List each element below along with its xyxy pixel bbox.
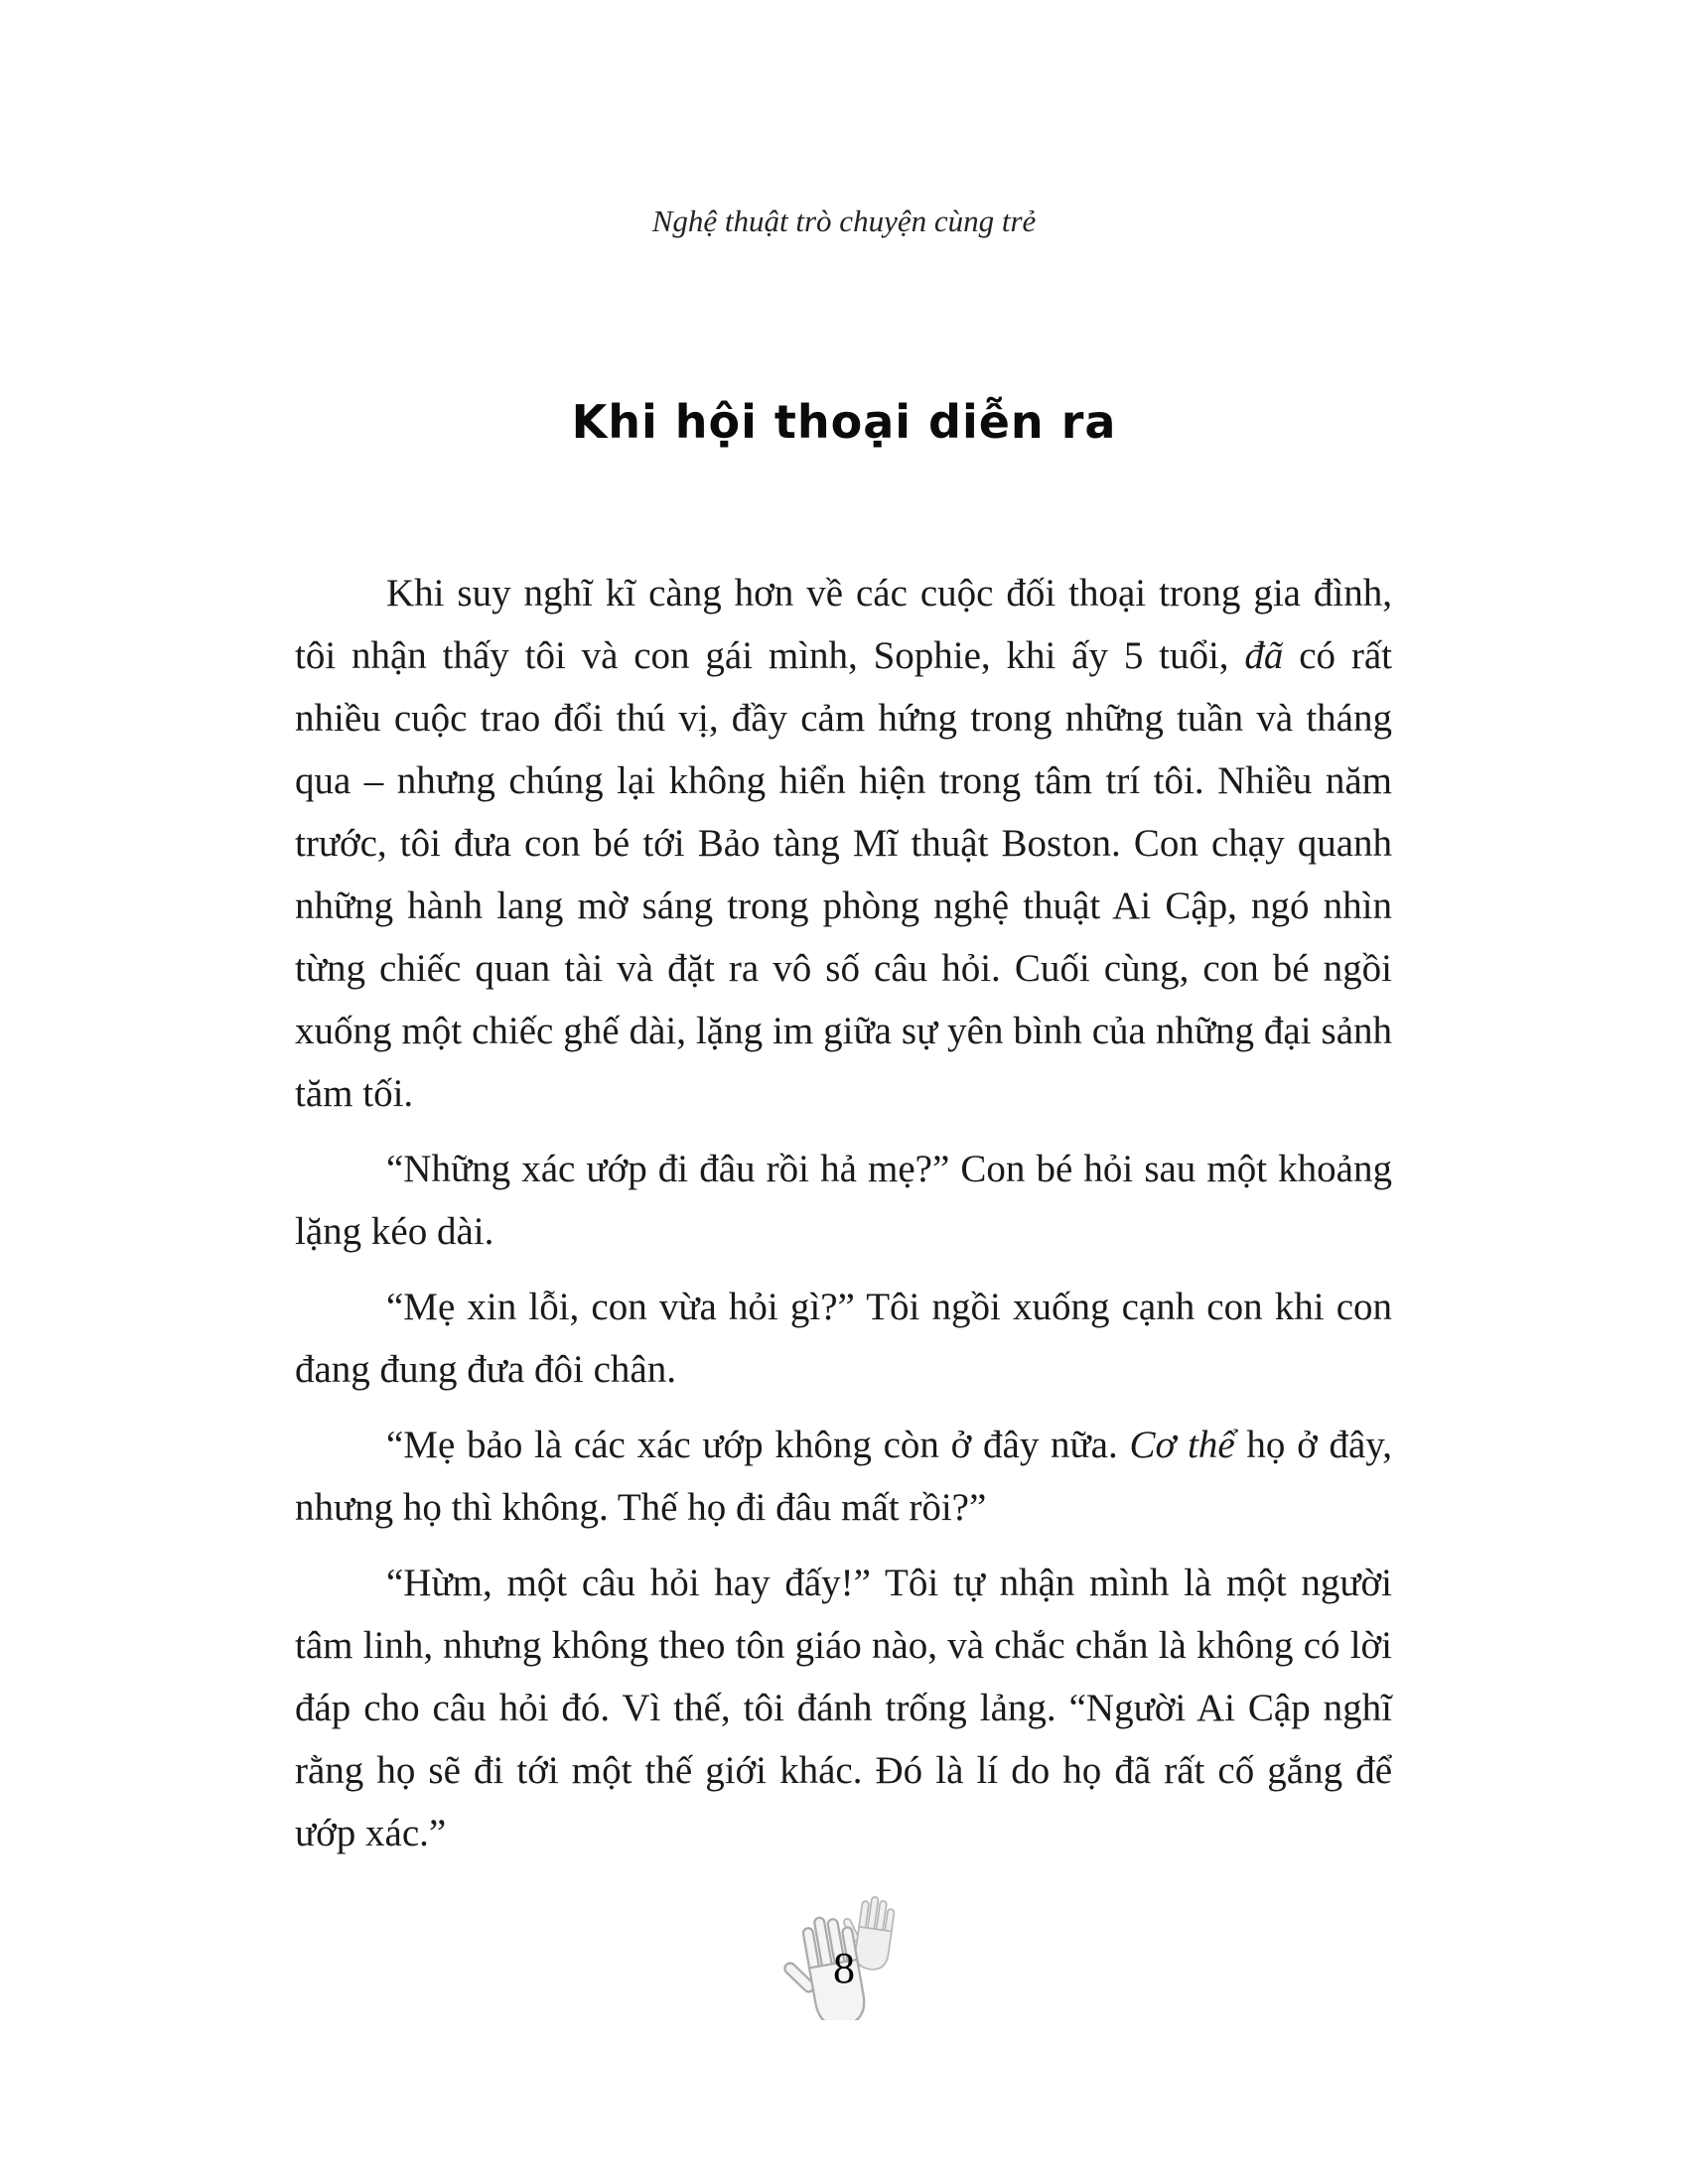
paragraph-segment: Khi suy nghĩ kĩ càng hơn về các cuộc đối thoại trong gia đình, tôi nhận thấy tôi và con gái mình, Sophie, khi ấy 5 tuổi, <box>295 572 1392 677</box>
page-number: 8 <box>833 1944 855 1992</box>
paragraph <box>295 562 1392 1125</box>
paragraph <box>295 1414 1392 1539</box>
paragraph-segment: “Những xác ướp đi đâu rồi hả mẹ?” Con bé hỏi sau một khoảng lặng kéo dài. <box>295 1148 1392 1253</box>
paragraph <box>295 1552 1392 1864</box>
paragraph-segment-italic: đã <box>1244 634 1284 677</box>
paragraph-segment: “Hừm, một câu hỏi hay đấy!” Tôi tự nhận mình là một người tâm linh, nhưng không theo tôn giáo nào, và chắc chắn là không có lời đáp cho câu hỏi đó. Vì thế, tôi đánh trống lảng. “Người Ai Cập nghĩ rằng họ sẽ đi tới một thế giới khác. Đó là lí do họ đã rất cố gắng để ướp xác.” <box>295 1562 1392 1854</box>
paragraph <box>295 1138 1392 1263</box>
paragraph-segment-italic: Cơ thể <box>1129 1424 1235 1466</box>
paragraph <box>295 1276 1392 1401</box>
page-footer <box>0 1891 1688 2050</box>
paragraph-segment: “Mẹ xin lỗi, con vừa hỏi gì?” Tôi ngồi xuống cạnh con khi con đang đung đưa đôi chân. <box>295 1286 1392 1391</box>
paragraph-segment: họ ở đây, nhưng họ thì không. Thế họ đi đâu mất rồi?” <box>295 1424 1392 1529</box>
paragraph-segment: có rất nhiều cuộc trao đổi thú vị, đầy cảm hứng trong những tuần và tháng qua – nhưng chúng lại không hiển hiện trong tâm trí tôi. Nhiều năm trước, tôi đưa con bé tới Bảo tàng Mĩ thuật Boston. Con chạy quanh những hành lang mờ sáng trong phòng nghệ thuật Ai Cập, ngó nhìn từng chiếc quan tài và đặt ra vô số câu hỏi. Cuối cùng, con bé ngồi xuống một chiếc ghế dài, lặng im giữa sự yên bình của những đại sảnh tăm tối. <box>295 634 1392 1115</box>
paragraph-segment: “Mẹ bảo là các xác ướp không còn ở đây nữa. <box>386 1424 1130 1466</box>
body-paragraphs <box>295 562 1392 1877</box>
running-header: Nghệ thuật trò chuyện cùng trẻ <box>651 204 1037 238</box>
chapter-title: Khi hội thoại diễn ra <box>571 395 1117 449</box>
